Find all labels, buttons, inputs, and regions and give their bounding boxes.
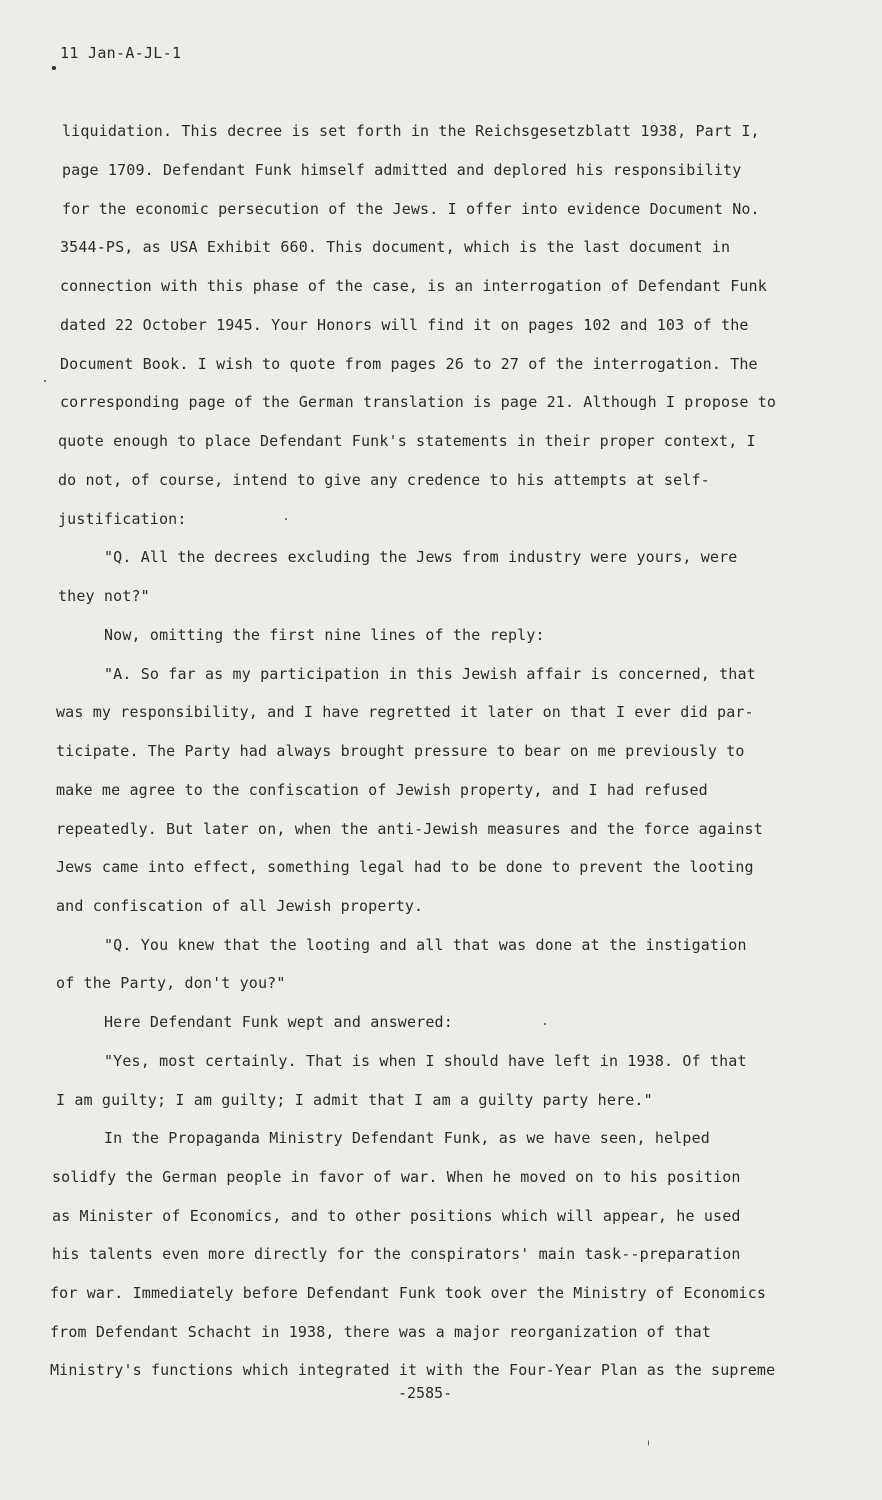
text-line: of the Party, don't you?" <box>56 974 286 992</box>
text-line: "A. So far as my participation in this Jewish affair is concerned, that <box>104 665 756 683</box>
paper-speck <box>44 380 46 382</box>
text-line: I am guilty; I am guilty; I admit that I am a guilty party here." <box>56 1091 653 1109</box>
text-line: "Yes, most certainly. That is when I should have left in 1938. Of that <box>104 1052 747 1070</box>
text-line: and confiscation of all Jewish property. <box>56 897 424 915</box>
text-line: Ministry's functions which integrated it with the Four-Year Plan as the supreme <box>50 1361 776 1379</box>
text-line: for war. Immediately before Defendant Funk took over the Ministry of Economics <box>50 1284 767 1302</box>
paper-speck <box>544 1023 546 1025</box>
text-line: In the Propaganda Ministry Defendant Funk, as we have seen, helped <box>104 1129 710 1147</box>
text-line: 3544-PS, as USA Exhibit 660. This document, which is the last document in <box>60 238 731 256</box>
text-line: Document Book. I wish to quote from pages 26 to 27 of the interrogation. The <box>60 355 758 373</box>
page-number: -2585- <box>398 1384 453 1402</box>
text-line: connection with this phase of the case, is an interrogation of Defendant Funk <box>60 277 767 295</box>
paper-speck <box>285 518 287 520</box>
text-line: Here Defendant Funk wept and answered: <box>104 1013 453 1031</box>
text-line: his talents even more directly for the conspirators' main task--preparation <box>52 1245 741 1263</box>
text-line: Jews came into effect, something legal had to be done to prevent the looting <box>56 858 754 876</box>
margin-mark <box>52 66 56 70</box>
text-line: solidfy the German people in favor of war. When he moved on to his position <box>52 1168 741 1186</box>
text-line: quote enough to place Defendant Funk's statements in their proper context, I <box>58 432 756 450</box>
text-line: ticipate. The Party had always brought pressure to bear on me previously to <box>56 742 745 760</box>
text-line: liquidation. This decree is set forth in the Reichsgesetzblatt 1938, Part I, <box>62 122 760 140</box>
text-line: page 1709. Defendant Funk himself admitted and deplored his responsibility <box>62 161 742 179</box>
text-line: corresponding page of the German translation is page 21. Although I propose to <box>60 393 777 411</box>
text-line: "Q. You knew that the looting and all that was done at the instigation <box>104 936 747 954</box>
paper-speck <box>648 1440 649 1446</box>
text-line: do not, of course, intend to give any credence to his attempts at self- <box>58 471 710 489</box>
text-line: Now, omitting the first nine lines of the reply: <box>104 626 545 644</box>
text-line: repeatedly. But later on, when the anti-Jewish measures and the force against <box>56 820 763 838</box>
text-line: was my responsibility, and I have regretted it later on that I ever did par- <box>56 703 754 721</box>
text-line: make me agree to the confiscation of Jewish property, and I had refused <box>56 781 708 799</box>
text-line: they not?" <box>58 587 150 605</box>
text-line: dated 22 October 1945. Your Honors will find it on pages 102 and 103 of the <box>60 316 749 334</box>
text-line: as Minister of Economics, and to other positions which will appear, he used <box>52 1207 741 1225</box>
page-header: 11 Jan-A-JL-1 <box>60 44 182 62</box>
text-line: from Defendant Schacht in 1938, there was a major reorganization of that <box>50 1323 712 1341</box>
text-line: for the economic persecution of the Jews. I offer into evidence Document No. <box>62 200 760 218</box>
text-line: "Q. All the decrees excluding the Jews from industry were yours, were <box>104 548 738 566</box>
text-line: justification: <box>58 510 187 528</box>
